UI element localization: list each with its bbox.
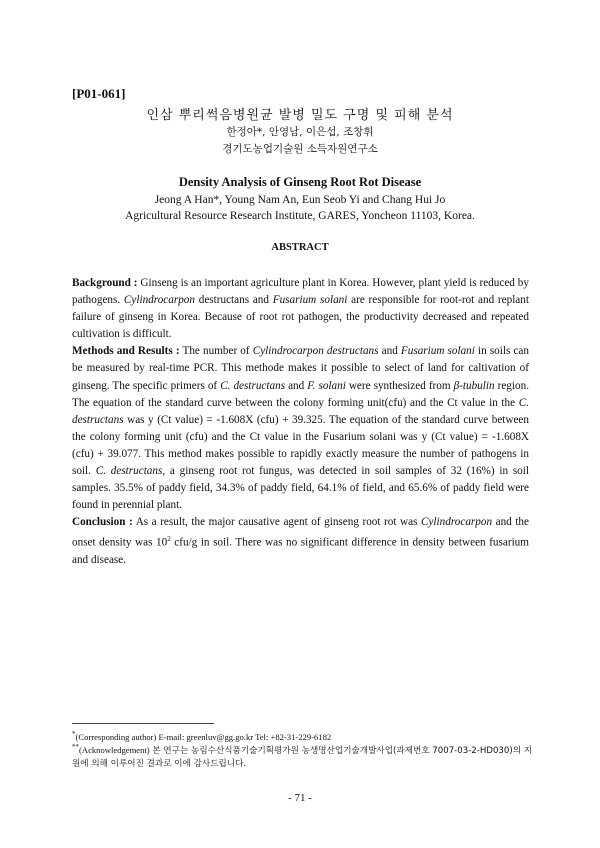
abstract-body [72,275,529,569]
conclusion-label: Conclusion : [72,516,133,529]
conclusion-text: and the onset density was 10 [72,516,529,550]
footnote-mark: ** [72,743,79,751]
methods-text: and [378,345,401,358]
methods-text: The number of [179,345,253,358]
species-name: Cylindrocarpon [123,294,195,307]
korean-authors: 한정아*, 안영남, 이은섭, 조창휘 [226,126,374,138]
background-text: Ginseng is an important agriculture plant in Korea. However, plant yield is reduced by pathogens. [72,277,529,307]
korean-institution: 경기도농업기술원 소득자원연구소 [222,143,378,155]
english-authors: Jeong A Han*, Young Nam An, Eun Seob Yi and Chang Hui Jo [154,194,446,206]
poster-code: [P01-061] [72,86,126,101]
species-name: Fusarium solani [400,345,475,358]
background-paragraph [72,275,529,343]
species-name: Cylindrocarpon destructans [252,345,379,358]
gene-name: β-tubulin [453,379,495,392]
species-name: C. destructans [72,396,529,426]
species-name: C. destructans [95,465,163,478]
korean-title: 인삼 뿌리썩음병원균 발병 밀도 구명 및 피해 분석 [146,108,454,123]
footnote-mark: * [72,730,76,738]
methods-text: region. The equation of the standard curve between the colony forming unit(cfu) and the Ct value in the [72,379,529,409]
exponent: 2 [167,535,171,544]
footnote-text: 본 연구는 농림수산식품기술기획평가원 농생명산업기술개발사업(과제번호 7007-03-2-HD030)의 지원에 의해 이루어진 결과로 이에 감사드립니다. [72,745,533,769]
species-name: F. solani [307,379,346,392]
conclusion-paragraph [72,514,529,569]
conclusion-text: As a result, the major causative agent of ginseng root rot was [132,516,421,529]
species-name: Cylindrocarpon [421,516,493,529]
methods-paragraph [72,343,529,514]
footnote-label: (Acknowledgement) [79,744,150,755]
methods-text: and [285,379,308,392]
footnote-divider [72,723,214,724]
footnote-acknowledgement [72,741,534,770]
background-label: Background : [72,277,138,289]
english-institution: Agricultural Resource Research Institute, GARES, Yoncheon 11103, Korea. [125,210,475,222]
species-name: Fusarium solani [272,294,348,307]
methods-text: , a ginseng root rot fungus, was detected in soil samples of 32 (16%) in soil samples. 35.5% of paddy field, 34.3% of paddy field, 64.1% of field, and 65.6% of paddy field were found in perennial plant. [72,465,529,512]
background-text: are responsible for root-rot and replant failure of ginseng in Korea. Because of root rot pathogen, the productivity decreased and repeated cultivation is difficult. [72,294,529,341]
conclusion-text: cfu/g in soil. There was no significant difference in density between fusarium and disease. [72,537,529,567]
page-number: - 71 - [288,792,312,804]
abstract-heading: ABSTRACT [271,242,329,253]
english-title: Density Analysis of Ginseng Root Rot Disease [178,175,422,189]
methods-text: was y (Ct value) = -1.608X (cfu) + 39.325. The equation of the standard curve between the colony forming unit (cfu) and the Ct value in the Fusarium solani was y (Ct value) = -1.608X (cfu) + 39.077. This method makes possible to rapidly exactly measure the number of pathogens in soil. [72,413,529,478]
methods-label: Methods and Results : [72,345,180,358]
background-text: destructans and [194,294,273,307]
methods-text: in soils can be measured by real-time PCR. This methode makes it possible to select of land for caltivation of ginseng. The specific primers of [72,345,529,392]
species-name: C. destructans [220,379,286,392]
methods-text: were synthesized from [345,379,454,392]
footnote-text: (Corresponding author) E-mail: greenluv@gg.go.kr Tel: +82-31-229-6182 [75,731,332,742]
